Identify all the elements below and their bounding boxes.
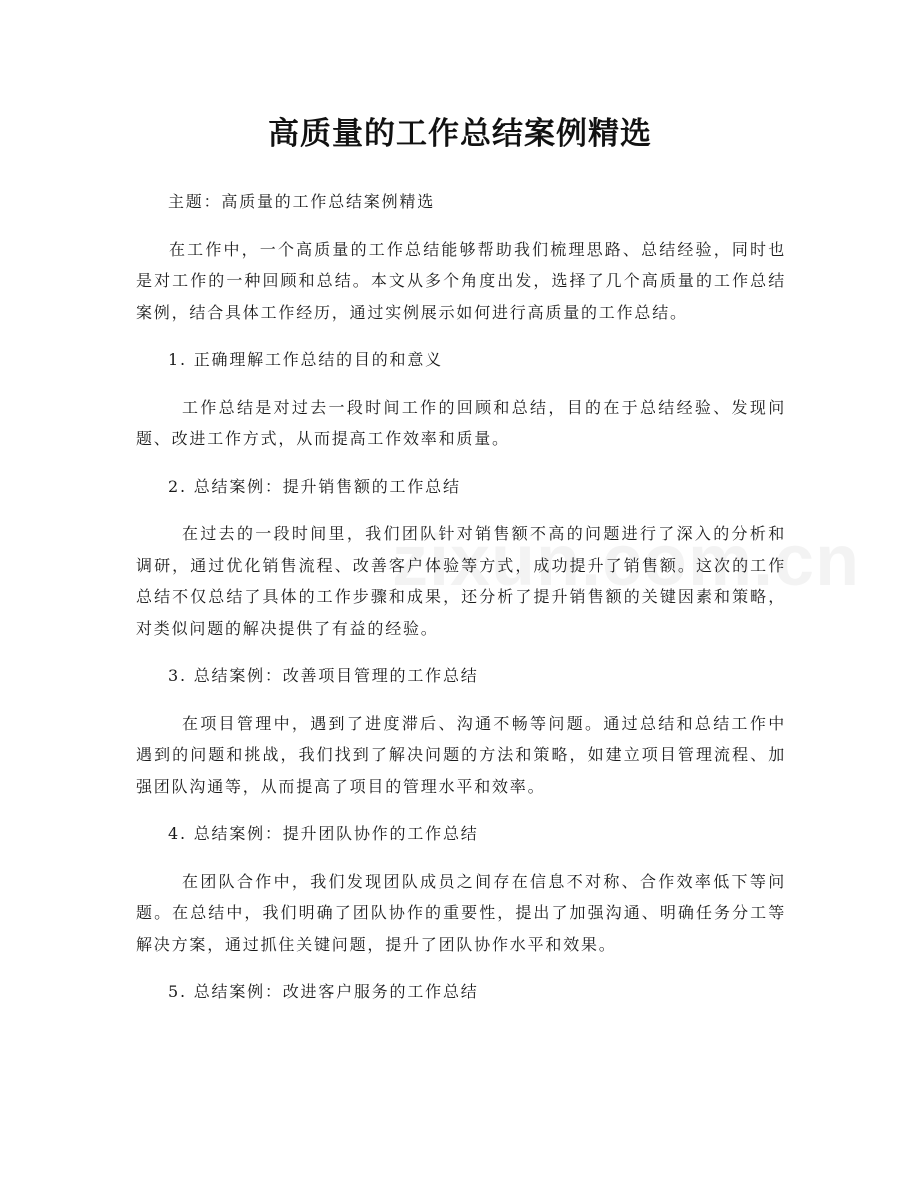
section-heading-4: 4. 总结案例：提升团队协作的工作总结 xyxy=(168,824,479,843)
section-body-3: 在项目管理中，遇到了进度滞后、沟通不畅等问题。通过总结和总结工作中遇到的问题和挑战，我们找到了解决问题的方法和策略，如建立项目管理流程、加强团队沟通等，从而提高了项目的管理水平和效率。 xyxy=(136,713,786,796)
section-heading-2: 2. 总结案例：提升销售额的工作总结 xyxy=(168,476,461,496)
section-heading-3: 3. 总结案例：改善项目管理的工作总结 xyxy=(168,666,479,685)
section-body-1: 工作总结是对过去一段时间工作的回顾和总结，目的在于总结经验、发现问题、改进工作方式，从而提高工作效率和质量。 xyxy=(136,397,786,448)
section-body-2: 在过去的一段时间里，我们团队针对销售额不高的问题进行了深入的分析和调研，通过优化销售流程、改善客户体验等方式，成功提升了销售额。这次的工作总结不仅总结了具体的工作步骤和成果，还分析了提升销售额的关键因素和策略，对类似问题的解决提供了有益的经验。 xyxy=(136,524,786,638)
document-title: 高质量的工作总结案例精选 xyxy=(268,116,652,152)
section-body-4: 在团队合作中，我们发现团队成员之间存在信息不对称、合作效率低下等问题。在总结中，我们明确了团队协作的重要性，提出了加强沟通、明确任务分工等解决方案，通过抓住关键问题，提升了团队协作水平和效果。 xyxy=(136,871,786,954)
section-heading-5: 5. 总结案例：改进客户服务的工作总结 xyxy=(168,982,479,1001)
intro-paragraph: 在工作中，一个高质量的工作总结能够帮助我们梳理思路、总结经验，同时也是对工作的一种回顾和总结。本文从多个角度出发，选择了几个高质量的工作总结案例，结合具体工作经历，通过实例展示如何进行高质量的工作总结。 xyxy=(136,239,786,322)
subject-line: 主题：高质量的工作总结案例精选 xyxy=(168,192,436,211)
section-heading-1: 1. 正确理解工作总结的目的和意义 xyxy=(168,350,443,369)
document-body xyxy=(136,186,786,1024)
